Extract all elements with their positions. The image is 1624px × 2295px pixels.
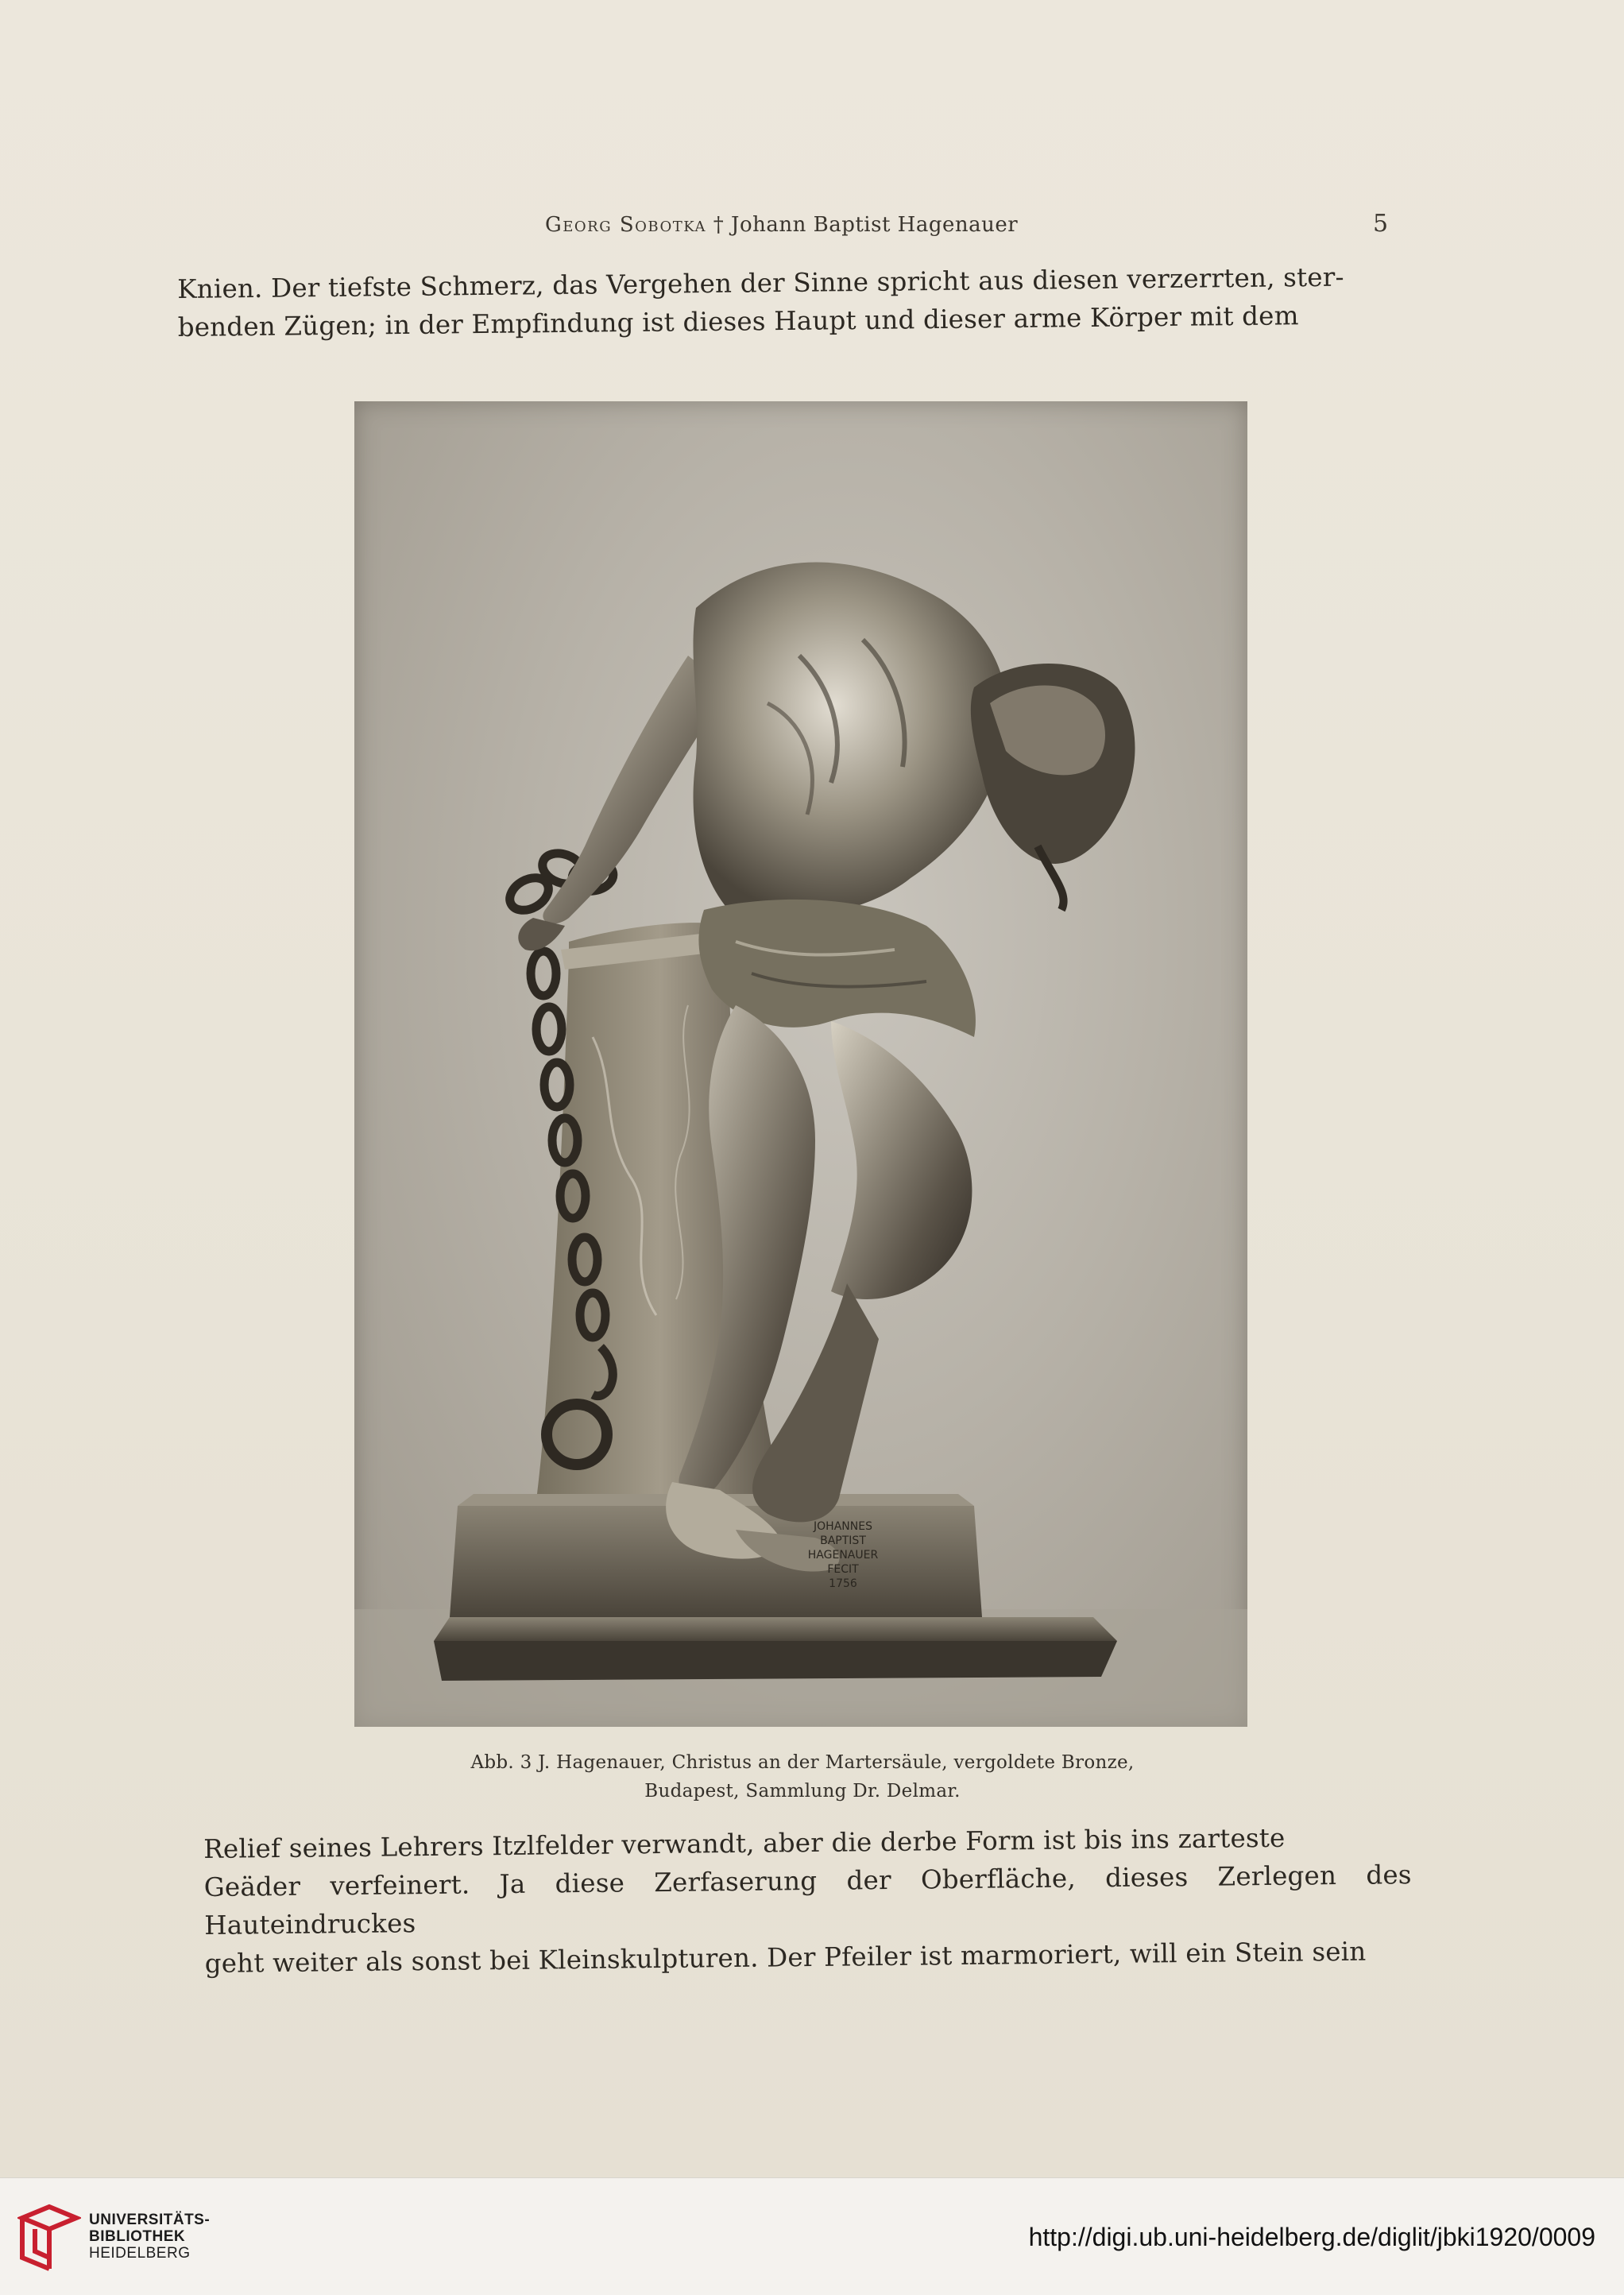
inscription-line: 1756 [829,1577,857,1590]
sculpture-base [434,1494,1117,1681]
running-head [0,210,1624,242]
figure-caption [350,1748,1255,1805]
library-name [89,2212,210,2262]
library-name-line: UNIVERSITÄTS- [89,2212,211,2228]
text-line: Relief seines Lehrers Itzlfelder verwandt, aber die derbe Form ist bis ins zarteste [203,1822,1286,1864]
caption-line-2: Budapest, Sammlung Dr. Delmar. [644,1781,961,1802]
header-dagger: † [713,213,725,237]
running-title [545,213,1018,237]
caption-line-1: Abb. 3 J. Hagenauer, Christus an der Martersäule, vergoldete Bronze, [470,1752,1135,1773]
figure-photograph [354,401,1247,1727]
text-line: geht weiter als sonst bei Kleinskulpturen. Der Pfeiler ist marmoriert, will ein Stein sein [204,1936,1367,1979]
library-name-line: HEIDELBERG [89,2245,191,2262]
library-name-line: BIBLIOTHEK [89,2228,186,2245]
sculpture-illustration [354,401,1247,1727]
inscription-line: HAGENAUER [807,1549,879,1562]
text-line: benden Zügen; in der Empfindung ist dieses Haupt und dieser arme Körper mit dem [177,300,1299,343]
text-line: Geäder verfeinert. Ja diese Zerfaserung der Oberfläche, dieses Zerlegen des Hauteindruckes [203,1860,1412,1941]
text-block-top [177,257,1389,346]
text-line: Knien. Der tiefste Schmerz, das Vergehen der Sinne spricht aus diesen verzerrten, ster- [177,261,1344,304]
permalink-url[interactable]: http://digi.ub.uni-heidelberg.de/diglit/jbki1920/0009 [1028,2223,1595,2251]
inscription-line: BAPTIST [820,1535,866,1547]
inscription-line: FECIT [827,1563,859,1576]
header-author: Georg Sobotka [545,213,706,237]
header-title: Johann Baptist Hagenauer [731,213,1019,237]
library-logo-icon[interactable] [17,2202,81,2274]
inscription-line: JOHANNES [814,1520,872,1533]
digital-library-footer [0,2177,1624,2295]
page-number: 5 [1373,210,1389,238]
text-block-bottom [203,1817,1413,1983]
